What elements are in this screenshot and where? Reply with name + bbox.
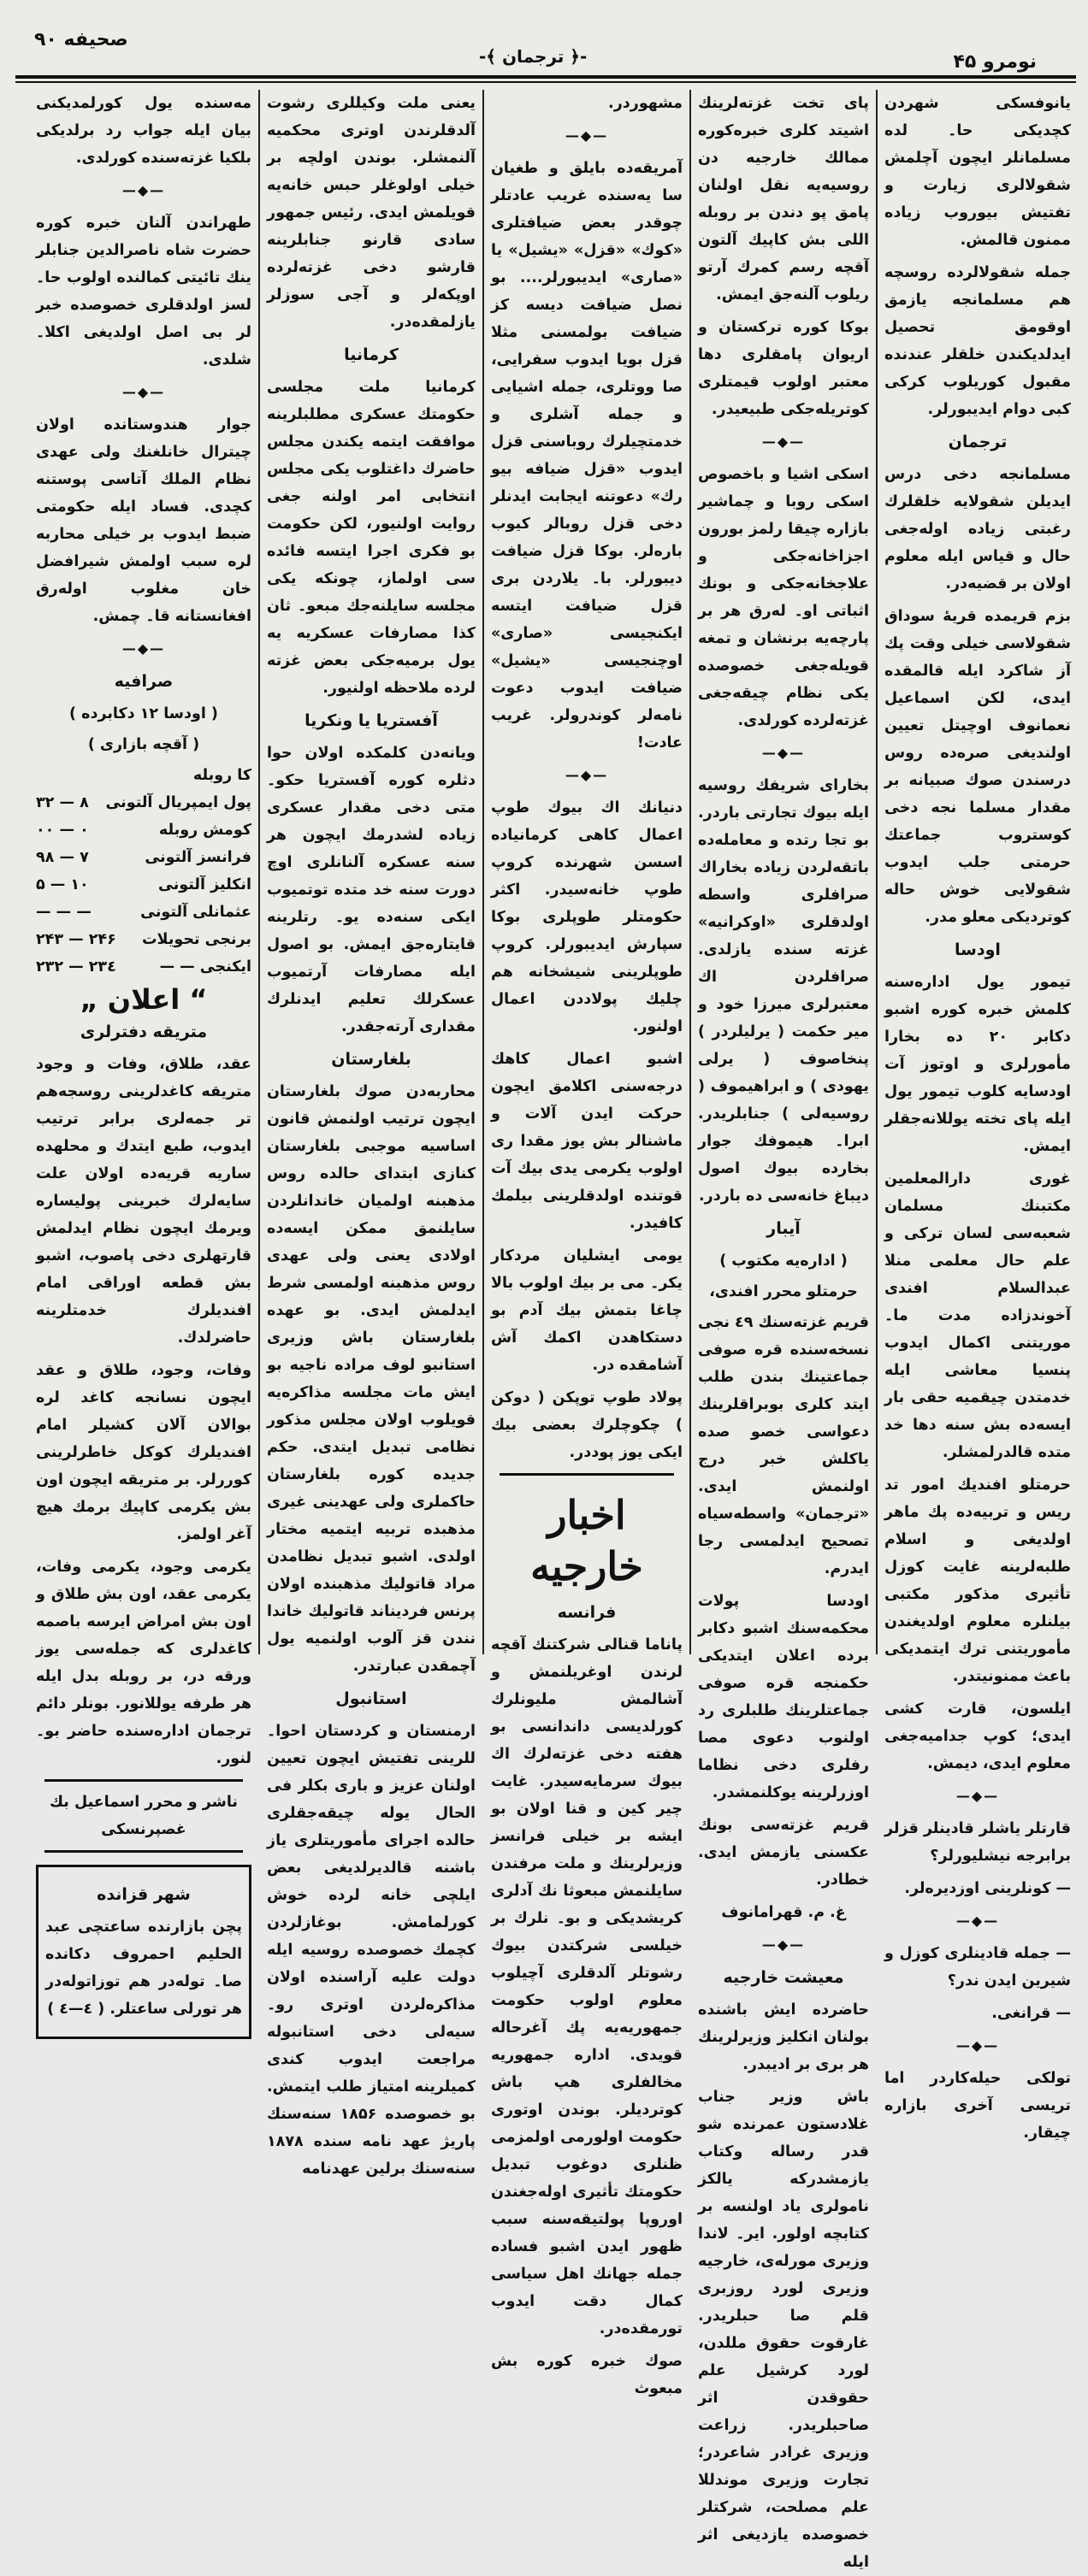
publisher-line: ناشر و محرر اسماعیل بك غصپرنسکی: [50, 1794, 238, 1838]
paragraph: ویانه‌دن کلمکده اولان حوا دثلره کوره آفستریا حکو۔ متی دخی مقدار عسکری زیاده لشدرمك ایچون هر سنه عسکره آلنانلری اوچ دورت سنه خد متده توتمیوب ایکی سنه‌ده یو۔ رتلرینه قایتاره‌جق ایمش. بو اصول ایله مصارفات آرتمیوب عسکرلك تعلیم ایدنلرك مقداری آرته‌جقدر.: [267, 745, 476, 1035]
paragraph: بخارای شریفك روسیه ایله بیوك تجارتی باردر. بو تجا رتده و معامله‌ده باتقه‌لردن زیاده بخاراك صرافلری واسطه اولدقلری «اوکرانیه» غزته سنده یازلدی. صرافلردن اك معتبرلری میرزا خود و میر حکمت ( یرلیلردر ) پنخاصوف ( یرلی یهودی ) و ابراهیموف ( روسیه‌لی ) جنابلریدر. ابرا۔ هیموفك جوار بخارده بیوك اصول دیباغ خانه‌سی ده باردر.: [698, 777, 869, 1205]
ornament-separator: —◆—: [565, 127, 609, 144]
paragraph: قریم غزته‌سنك ٤۹ نجی نسخه‌سنده قره صوفی جماعتینك بندن طلب ایتد کلری بوبراقلرینك دعواسی خصو صده یاکلش خبر درج اولنمش ایدی. «ترجمان» واسطه‌سیاه تصحیح ایدلمسی رجا ایدرم.: [698, 1314, 869, 1577]
column-rule: [482, 90, 484, 1654]
paragraph: پولاد طوپ توپکن ( دوکن ) چکوچلرك بعضی بیك ایکی یوز پوددر.: [491, 1389, 683, 1461]
section-heading-sarrafiye: صرافیه: [114, 672, 174, 691]
exchange-row: برنجی تحویلات ۲۴۶ — ۲۴۳: [36, 931, 251, 948]
column-rule: [689, 90, 691, 1654]
ornament-separator: —◆—: [761, 1936, 806, 1953]
paragraph: — جمله قادینلری کوزل و شیرین ایدن ندر؟: [884, 1945, 1071, 1989]
section-heading-tercuman: ترجمان: [948, 433, 1008, 451]
paragraph: — کونلرینی اوزدیره‌لر.: [904, 1880, 1071, 1897]
paper-title: -﴿ ترجمان ﴾-: [479, 46, 588, 67]
column-1: [884, 90, 1071, 2142]
paragraph: دنیانك اك بیوك طوپ اعمال کاهی کرمانیاده اسسن شهرنده کروپ طوپ خانه‌سیدر. اکثر حکومتلر طوپلری بوکا سپارش ایدیبورلر. کروپ طوپلرینی شیشخانه هم چلیك پولاددن اعمال اولنور.: [491, 799, 683, 1035]
paragraph: صوك خبره کوره بش مبعوث: [491, 2353, 683, 2397]
section-heading-germany: کرمانیا: [344, 345, 399, 364]
exchange-rate-list: [36, 789, 251, 981]
section-rule: [44, 1779, 243, 1782]
section-rule: [500, 1473, 674, 1476]
ornament-separator: —◆—: [761, 433, 806, 450]
exchange-row: عثمانلی آلتونی — — —: [36, 904, 251, 921]
ad-text: پچن بازارنده ساعتچی عبد الحلیم احمروف دکانده صا۔ توله‌در هم توزاتوله‌در هر تورلی ساعتلر. ( ٤—٤ ): [45, 1919, 242, 2018]
section-heading-france: فرانسه: [557, 1603, 617, 1622]
paragraph: یکرمی وجود، یکرمی وفات، یکرمی عقد، اون بش طلاق و اون بش امراض ایرسه باصمه کاغدلری که جمله‌سی یوز ورقه در، بر روبله بدل ایله هر طرفه یوللانور. بونلر دائم ترجمان اداره‌سنده حاضر بو۔ لنور.: [36, 1559, 251, 1767]
paragraph: مسلمانجه دخی درس ایدیلن شقولایه خلقلرك رغبتی زیاده اوله‌جغی حال و قیاس ایله معلوم اولان بر قضیه‌در.: [884, 466, 1071, 592]
column-3: [491, 90, 683, 2397]
page-number: صحیفه ۹۰: [34, 29, 128, 50]
exchange-row: ایکنجی — — ۲۳٤ — ۲۳۲: [36, 958, 251, 976]
paragraph: تیمور یول اداره‌سنه کلمش خبره کوره اشبو دکابر ۲۰ ده بخارا مأمورلری و اوتوز آت اودسایه کلوب تیمور یول ایله پای تخته یوللانه‌جقلر ایمش.: [884, 974, 1071, 1155]
ornament-separator: —◆—: [955, 1788, 1000, 1804]
paragraph: ایلسون، قارت کشی ایدی؛ کوپ جدامیه‌جغی معلوم ایدی، دیمش.: [884, 1701, 1071, 1772]
paragraph: مشهوردر.: [608, 95, 683, 112]
money-market-heading: ( آقچه بازاری ): [87, 736, 200, 753]
ornament-separator: —◆—: [565, 767, 609, 783]
paragraph: بزم قریمده قریهٔ سوداق شقولاسی خیلی وقت پك آز شاکرد ایله قالمقده ایدی، لکن اسماعیل نعمانوف اوچیتل تعیین اولندیغی صره‌ده روس درسندن صوك صبیانه بر مقدار مسلما نجه دخی کوستروب جماعتك حرمتی جلب ایدوب شقولایی خوش حاله کوتردیکی معلو مدر.: [884, 608, 1071, 926]
exchange-row: انکلیز آلتونی ۱۰ — ۵: [36, 876, 251, 893]
paragraph: بوکا کوره ترکستان و اریوان پامقلری دها معتبر اولوب قیمتلری کوتریله‌جکی طبیعیدر.: [698, 319, 869, 418]
section-heading-economy: معیشت خارجیه: [723, 1968, 844, 1987]
ad-heading: شهر قزانده: [97, 1885, 191, 1904]
paragraph: طهراندن آلنان خبره کوره حضرت شاه ناصرالدین جنابلر ینك تائیتی کمالنده اولوب حا۔ لسز اولدقلری خصوصده خبر لر بی اصل اولدیغی اکلا۔ شلدی.: [36, 215, 251, 368]
ornament-separator: —◆—: [955, 2037, 1000, 2054]
masthead-rule-thin: [15, 81, 1076, 83]
section-heading-odessa: اودسا: [955, 940, 1001, 959]
paragraph: قارتلر یاشلر قادینلر قزلر برابرجه نیشلیورلر؟: [884, 1820, 1071, 1865]
advertisement-box: [36, 1865, 251, 2039]
ornament-separator: —◆—: [121, 182, 166, 198]
ornament-separator: —◆—: [761, 745, 806, 761]
announcements-heading: “ اعلان „: [80, 983, 208, 1016]
paragraph: اسکی اشیا و باخصوص اسکی روبا و چماشیر بازاره چیقا رلمز بورون اجزاخانه‌جکی و علاجخانه‌جکی و بونك اثباتی او۔ له‌رق هر بر پارچه‌یه برنشان و تمغه قویله‌جغی خصوصده یکی نظام چیقه‌جغی غزته‌لرده کورلدی.: [698, 466, 869, 729]
exchange-row: کومش روبله ۰ — ۰۰: [36, 822, 251, 839]
section-rule: [44, 1850, 243, 1853]
paragraph: عقد، طلاق، وفات و وجود متریقه کاغدلرینی روسجه‌هم تر جمه‌لری برابر ترتیب ایدوب، طبع ایتدك و محلهده ساریه قریه‌ده اولان علت سایه‌لرك خبرینی پولیساره ویرمك ایچون نظام ایدلمش قارتهلری دخی پاصوب، اشبو بش قطعه اوراقی امام افندیلرك خدمتلرینه حاضرلدك.: [36, 1056, 251, 1347]
paragraph: آمریقه‌ده بایلق و طغیان سا یه‌سنده غریب عادتلر چوقدر بعض ضیافتلری «کوك» «قزل» «یشیل» یا «صاری» ایدیبورلر.... بو نصل ضیافت دیسه کز ضیافت بولمسنی مثلا قزل بویا ایدوب سفرایی، صا ووتلری، جمله اشیایی و جمله آشلری و خدمتچیلرك روباسنی قزل ایدوب «قزل ضیافه بیو رك» دعوتنه ایجابت ایدنلر دخی قزل روبالر کیوب باره‌لر. بوکا قزل ضیافت دیبورلر. با۔ یلاردن بری قزل ضیافت ایتسه ایکنجیسی «صاری» اوچنجیسی «یشیل» ضیافت ایدوب دعوت نامه‌لر کوندرولر. غریب عادت!: [491, 160, 683, 752]
unit-label: کا روبله: [192, 767, 251, 784]
paragraph: پای تخت غزته‌لرینك اشیتد کلری خبره‌کوره ممالك خارجیه دن روسیه‌یه نقل اولنان پامق پو دندن بر روبله اللی بش کاپیك آلتون آقچه رسم کمرك آرتو ریلوب آلنه‌جق ایمش.: [698, 95, 869, 304]
column-rule: [258, 90, 260, 1654]
ornament-separator: —◆—: [121, 384, 166, 400]
ornament-separator: —◆—: [955, 1913, 1000, 1929]
signature: غ. م. قهرامانوف: [721, 1904, 846, 1921]
odessa-date: ( اودسا ۱۲ دکابرده ): [69, 705, 218, 722]
paragraph: اشبو اعمال کاهك درجه‌سنی اکلامق ایچون حرکت ایدن آلات و ماشنالر بش یوز مقدا ری اولوب یکرمی یدی بیك آت قوتنده اولدقلرینی بیلمك کافیدر.: [491, 1051, 683, 1232]
exchange-row: فرانسز آلتونی ۷ — ۹۸: [36, 849, 251, 866]
paragraph: حرمتلو افندیك امور تد ریس و تربیه‌ده پك ماهر اولدیغی و اسلام طلبه‌لرینه غایت کوزل تأثیری مذکور مکتبی بیلنلره معلوم اولدیغندن مأموریتنی ترك ایتمدیکی باعث ممنونیتدر.: [884, 1477, 1071, 1685]
paragraph: قریم غزته‌سی بونك عکسنی یازمش ایدی. خطادر.: [698, 1817, 869, 1889]
column-4: [267, 90, 476, 2178]
columns: [19, 90, 1071, 2571]
paragraph: یومی ایشلیان مردکار یکر۔ می بر بیك اولوب بالا چاغا بتمش بیك آدم بو دستکاهدن اکمك آش آشامقده در.: [491, 1247, 683, 1374]
paragraph: مه‌سنده یول کورلمدیکنی بیان ایله جواب رد برلدیکی بلکیا غزته‌سنده کورلدی.: [36, 95, 251, 167]
foreign-news-heading: اخبار خارجیه: [530, 1492, 643, 1589]
paragraph: پاناما قنالی شرکتنك آقچه لرندن اوغریلنمش و آشالمش ملیونلرك کورلدیسی داندانسی بو هفته دخی غزته‌لرك اك بیوك سرمایه‌سیدر. غایت چیر کین و قنا اولان بو ایشه بر خیلی فرانسز وزیرلرینك و ملت مرفندن سایلنمش مبعوثا نك آدلری کریشدیکی و بو۔ نلرك بر خیلسی شرکتدن بیوك رشوتلر آلدقلری آچیلوب معلوم اولوب حکومت جمهوریه‌یه پك آغرحاله قویدی. اداره جمهوریه مخالفلری هپ باش کوتردیلر. بوندن اوتوری حکومت اولورمی اولمزمی ظنلری دوغوب تبدیل حکومتك تأثیری اوله‌جغندن اوروپا پولتیقه‌سنه سبب ظهور ایدن اشبو فساده جمله جهانك اهل سیاسی کمال دقت ایدوب تورمقده‌در.: [491, 1636, 683, 2337]
section-heading-austria: آفستریا یا ونکریا: [305, 711, 438, 730]
paragraph: — قرانغی.: [991, 2005, 1071, 2022]
paragraph: یعنی ملت وکیللری رشوت آلدقلرندن اوتری محکمیه آلنمشلر. بوندن اولچه بر خیلی اولوغلر حبس خانه‌یه قویلمش ایدی. رئیس جمهور سادی قارنو جنابلرینه قارشو دخی غزته‌لرده اوپکه‌لر و آجی سوزلر یازلمقده‌در.: [267, 95, 476, 331]
ornament-separator: —◆—: [121, 640, 166, 657]
salutation: حرمتلو محرر افندی،: [709, 1283, 858, 1300]
column-rule: [876, 90, 878, 1654]
column-2: [698, 90, 869, 2571]
paragraph: غوری دارالمعلمین مکتبنك مسلمان شعبه‌سی لسان ترکی و علم حال معلمی منلا عبدالسلام افندی آخوندزاده مدت ما۔ موریتنی اکمال ایدوب پنسیا معاشی ایله خدمتدن چیقمیه حقی بار ایسه‌ده بش سنه دها خد متده قالدرلمشلر.: [884, 1170, 1071, 1461]
paragraph: جمله شقولالرده روسچه هم مسلمانجه یازمق اوقومق تحصیل ایدلدیکندن خلقلر عندنده مقبول کوریلوب کرکی کبی دوام ایدیبورلر.: [884, 264, 1071, 418]
section-heading-istanbul: استانبول: [335, 1689, 407, 1708]
paragraph: جوار هندوستانده اولان چیترال خانلغنك ولی عهدی نظام الملك آتاسی پوستنه کچدی. فساد ایله حکومتی ضبط ایدوب بر خیلی محاربه لره سبب اولمش شیرافضل خان مغلوب اوله‌رق افغانستانه قا۔ چمش.: [36, 416, 251, 625]
paragraph: وفات، وجود، طلاق و عقد ایچون نسانجه کاغد لره بوالان آلان کشیلر امام افندیلرك کوکل خاطرلرینی کوررلر. بر متریقه ایچون اون بش یکرمی کاپیك برمك هیچ آغر اولمز.: [36, 1362, 251, 1543]
paragraph: اودسا پولات محکمه‌سنك اشبو دکابر برده اعلان ایتدیکی حکمنجه قره صوفی جماعتلرینك طلبلری رد اولنوب دعوی مصا رفلری دخی نظاما اوزرلرینه یوکلنمشدر.: [698, 1593, 869, 1801]
section-heading-bulgaria: بلغارستان: [331, 1050, 411, 1069]
masthead: [0, 26, 1088, 85]
paragraph: حاضرده ایش باشنده بولنان انکلیز وزیرلرینك هر بری بر ادیبدر.: [698, 2001, 869, 2073]
exchange-row: پول ایمپریال آلتونی ۸ — ۳۲: [36, 794, 251, 811]
paragraph: باش وزیر جناب غلادستون عمرنده شو قدر رساله وکتاب یازمشدرکه یالکز نامولری یاد اولنسه بر کتابچه اولور. ایر۔ لاندا وزیری مورله‌ی، خارجیه وزیری لورد روزبری قلم صا حبلریدر. غارقوت حقوق مللدن، لورد کرشیل علم حقوقدن اثر صاحبلریدر. زراعت وزیری غرادر شاعردر؛ تجارت وزیری موندللا علم مصلحت، شرکتلر خصوصده یازدیغی اثر ایله: [698, 2089, 869, 2571]
letter-heading: ( اداره‌یه مکتوب ): [719, 1253, 848, 1270]
paragraph: تولکی حیله‌کاردر اما تریسی آخری بازاره چیقار.: [884, 2070, 1071, 2142]
paragraph: کرمانیا ملت مجلسی حکومتك عسکری مطلبلرینه موافقت ایتمه یکندن مجلس حاضرك داغتلوب یکی مجلس انتخابی امر اولنه جغی روایت اولنیور، لکن حکومت بو فکری اجرا ایتسه فائده سی اولماز، چونکه یکی مجلسه سایلنه‌جك مبعو۔ ثان کذا مصارفات عسکریه یه یول برمیه‌جکی بعض غزته لرده ملاحظه اولنیور.: [267, 379, 476, 697]
section-heading-abar: آیبار: [766, 1219, 801, 1238]
section-heading-metrika: متریقه دفترلری: [80, 1023, 208, 1041]
paragraph: یانوفسکی شهردن کچدیکی حا۔ لده مسلمانلر ایچون آچلمش شقولالری زیارت و تفتیش بیوروب زیاده ممنون قالمش.: [884, 95, 1071, 249]
paragraph: محاربه‌دن صوك بلغارستان ایچون ترتیب اولنمش قانون اساسیه موجبی بلغارستان کنازی ابتدای حالده روس مذهبنه اولمیان خاندانلردن سایلنمق ممکن ایسه‌ده اولادی یعنی ولی عهدی روس مذهبنه اولمسی شرط ایدلمش ایدی. بو عهده بلغارستان باش وزیری استانبو لوف مراده ناجیه بو ایش مات مجلسه مذاکره‌یه قویلوب اولان مجلس مذکور نظامی تبدیل ایتدی. حکم جدیده کوره بلغارستان حاکملری ولی عهدینی غیری مذهبده تربیه ایتمیه مختار اولدی. اشبو تبدیل نظامدن مراد قاتولیك مذهبنده اولان پرنس فردیناند قاتولیك خاندا نندن قز آلوب اولنمیه یول آچمقدن عبارتدر.: [267, 1083, 476, 1675]
paragraph: ارمنستان و کردستان احوا۔ للرینی تفتیش ایچون تعیین اولنان عزیز و باری بکلر فی الحال یوله چیقه‌جقلری حالده اجرای مأموریتلری یاز باشنه قالدیرلدیغی بعض ایلچی خانه لرده خوش کورلمامش. بوغازلردن کچمك خصوصده روسیه ایله دولت علیه آراسنده اولان مذاکره‌لردن اوتری رو۔ سیه‌لی دخی استانبوله مراجعت ایدوب کندی کمیلرینه امتیاز طلب ایتمش. بو خصوصده ۱۸۵۶ سنه‌سنك پاریژ عهد نامه سنده ۱۸۷۸ سنه‌سنك برلین عهدنامه: [267, 1723, 476, 2178]
masthead-rule: [15, 75, 1076, 79]
issue-number: نومرو ۴۵: [953, 51, 1037, 73]
column-5: [36, 90, 251, 2018]
